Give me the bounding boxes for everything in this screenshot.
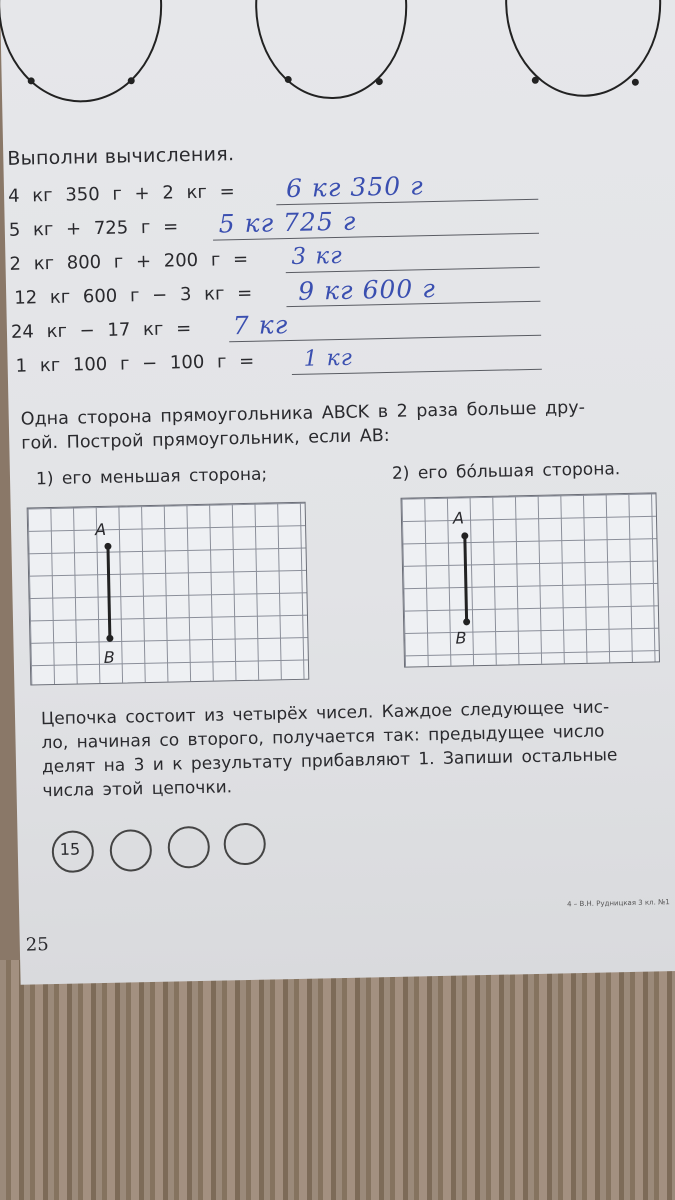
expression: 24 кг − 17 кг = <box>10 318 192 343</box>
task3-text-line: числа этой цепочки. <box>42 777 233 802</box>
task3-text-line: Цепочка состоит из четырёх чисел. Каждое следующее чис- <box>40 697 610 730</box>
task2-option-2: 2) его бóльшая сторона. <box>391 459 621 484</box>
expression: 5 кг + 725 г = <box>8 216 179 241</box>
circle-point <box>28 77 35 84</box>
circle-point <box>532 77 539 84</box>
handwritten-answer: 3 кг <box>291 242 344 270</box>
task3-text-line: ло, начиная со второго, получается так: предыдущее число <box>41 721 605 754</box>
task3-text-line: делят на 3 и к результату прибавляют 1. Запиши остальные <box>41 745 618 778</box>
chain-number-4[interactable] <box>223 823 266 866</box>
expression: 2 кг 800 г + 200 г = <box>9 248 249 275</box>
handwritten-answer: 1 кг <box>303 345 354 372</box>
expression: 1 кг 100 г − 100 г = <box>15 350 255 377</box>
label-a: A <box>452 508 465 528</box>
circle-point <box>376 78 383 85</box>
circle-point <box>285 76 292 83</box>
wooden-table <box>0 960 675 1200</box>
point-a <box>461 532 468 539</box>
chain-number-3[interactable] <box>167 826 210 869</box>
task2-option-1: 1) его меньшая сторона; <box>35 464 268 490</box>
expression: 12 кг 600 г − 3 кг = <box>14 282 253 309</box>
expression: 4 кг 350 г + 2 кг = <box>7 181 235 207</box>
handwritten-answer: 6 кг 350 г <box>285 171 424 204</box>
circle-left <box>0 0 164 104</box>
imprint: 4 – В.Н. Рудницкая 3 кл. №1 <box>566 898 670 909</box>
chain-number-1-value: 15 <box>59 839 81 859</box>
circle-right <box>503 0 663 98</box>
label-b: B <box>455 628 467 648</box>
task1-title: Выполни вычисления. <box>7 143 235 170</box>
task2-text-line: гой. Построй прямоугольник, если AB: <box>21 425 390 454</box>
task2-text-line: Одна сторона прямоугольника ABCK в 2 раза больше дру- <box>20 397 586 430</box>
handwritten-answer: 5 кг 725 г <box>218 206 357 239</box>
grid-2[interactable] <box>401 492 661 667</box>
label-a: A <box>94 519 107 540</box>
handwritten-answer: 9 кг 600 г <box>297 273 437 306</box>
page-number: 25 <box>25 934 49 956</box>
handwritten-answer: 7 кг <box>232 310 289 341</box>
circle-point <box>632 79 639 86</box>
chain-number-2[interactable] <box>109 829 152 872</box>
circle-point <box>128 77 135 84</box>
label-b: B <box>103 647 115 667</box>
circle-middle <box>253 0 409 101</box>
grid-1[interactable] <box>27 502 310 686</box>
